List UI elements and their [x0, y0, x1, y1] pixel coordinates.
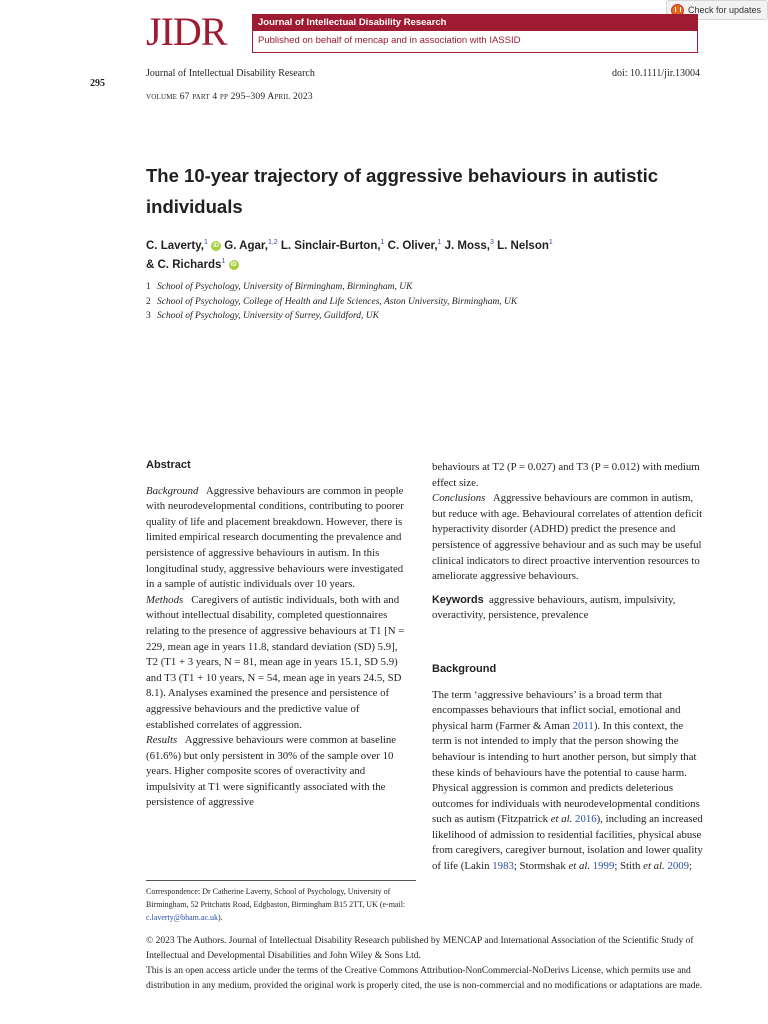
author-name: C. Oliver,: [387, 239, 438, 252]
et-al: et al.: [643, 860, 665, 873]
correspondence-end: ).: [218, 913, 223, 922]
abstract-heading: Abstract: [146, 459, 191, 471]
abstract-results: [146, 733, 410, 811]
abstract-methods: [146, 593, 410, 733]
ref-link[interactable]: 2011: [572, 719, 594, 732]
article-title: The 10-year trajectory of aggressive behaviours in autistic individuals: [146, 165, 659, 217]
results-continued: behaviours at T2 (P = 0.027) and T3 (P = 0.012) with medium effect size.: [432, 461, 700, 489]
volume-line: [146, 92, 313, 102]
license-footer: [146, 934, 706, 994]
author-name: J. Moss,: [444, 239, 491, 252]
bg-text-e: ; Stith: [614, 860, 644, 873]
et-al: et al.: [550, 813, 573, 826]
author-affiliation-marker: 1: [548, 239, 553, 246]
check-updates-label: Check for updates: [687, 5, 761, 15]
email-link[interactable]: c.laverty@bham.ac.uk: [146, 913, 219, 922]
volume-text: volume 67 part 4 pp 295–309 April 2023: [146, 92, 313, 102]
background-heading: Background: [432, 662, 497, 675]
methods-label: Methods: [146, 593, 184, 606]
affiliation-text: School of Psychology, University of Birmingham, Birmingham, UK: [157, 282, 413, 292]
conclusions-text: Aggressive behaviours are common in autism, but reduce with age. Behavioural correlates of attention deficit hyperactivity disorder (ADHD) predict the presence and persistence of aggressive behaviour and as such may be useful clinical indicators to direct proactive intervention resources to ameliorate aggressive behaviours.: [432, 492, 703, 583]
keywords-text: aggressive behaviours, autism, impulsivity, overactivity, persistence, prevalence: [432, 593, 676, 622]
author: [497, 240, 553, 252]
ref-link[interactable]: 1983: [492, 860, 514, 873]
abstract-right-column: [432, 460, 704, 875]
author-affiliation-marker: 1: [437, 239, 442, 246]
author-name: C. Laverty,: [146, 239, 204, 252]
author-name: L. Nelson: [497, 239, 549, 252]
affiliation: [146, 280, 517, 295]
author-affiliation-marker: 1: [203, 239, 208, 246]
abstract-left-column: [146, 458, 410, 811]
author: [146, 240, 221, 252]
publisher-line: Published on behalf of mencap and in association with IASSID: [258, 35, 521, 46]
page-number: 295: [90, 78, 105, 89]
keywords-label: Keywords: [432, 593, 484, 606]
author: [224, 240, 277, 252]
affiliation: [146, 295, 517, 310]
author: [445, 240, 494, 252]
author: [146, 259, 239, 271]
author-list: [146, 235, 666, 273]
affiliation-number: 2: [146, 296, 151, 307]
affiliation-text: School of Psychology, College of Health and Life Sciences, Aston University, Birmingham, UK: [157, 296, 518, 307]
correspondence-text: Correspondence: Dr Catherine Laverty, School of Psychology, University of Birmingham, 52 Pritchatts Road, Edgbaston, Birmingham B15 2TT, UK (e-mail:: [146, 887, 406, 909]
author-name: & C. Richards: [146, 258, 222, 271]
bg-text-c: ), including an increased likelihood of admission to residential facilities, physical abuse from caregivers, caregiver burnout, isolation and lower quality of life (Lakin: [432, 813, 703, 873]
bg-text-f: ;: [689, 860, 693, 873]
correspondence-note: [146, 880, 416, 924]
author-name: L. Sinclair-Burton,: [280, 239, 381, 252]
doi[interactable]: doi: 10.1111/jir.13004: [611, 68, 700, 79]
license-text: This is an open access article under the terms of the Creative Commons Attribution-NonCommercial-NoDerivs License, which permits use and distribution in any medium, provided the original work is properly cited, the use is non-commercial and no modifications or adaptations are made.: [146, 966, 703, 991]
orcid-icon[interactable]: iD: [230, 261, 237, 268]
ref-link[interactable]: 1999: [592, 860, 615, 873]
journal-name: Journal of Intellectual Disability Research: [253, 15, 697, 31]
et-al: et al.: [568, 860, 591, 873]
author-affiliation-marker: 3: [490, 239, 494, 246]
author: [388, 240, 442, 252]
results-label: Results: [146, 734, 178, 747]
author-affiliation-marker: 1: [380, 239, 385, 246]
affiliations: [146, 280, 517, 324]
bg-text-a: The term ‘aggressive behaviours’ is a broad term that encompasses behaviours that inflict social, emotional and physical harm (Farmer & Aman: [432, 688, 681, 732]
affiliation-number: 1: [146, 282, 151, 292]
author: [281, 240, 385, 252]
abstract-conclusions: [432, 491, 704, 585]
affiliation: [146, 309, 517, 324]
ref-link[interactable]: 2016: [575, 813, 597, 826]
background-label: Background: [146, 484, 199, 497]
ref-link[interactable]: 2009: [667, 860, 690, 873]
journal-banner: [252, 14, 698, 53]
journal-title-line: Journal of Intellectual Disability Research: [146, 68, 315, 79]
journal-logo: JIDR: [146, 9, 227, 54]
copyright-text: © 2023 The Authors. Journal of Intellectual Disability Research published by MENCAP and International Association of the Scientific Study of Intellectual and Developmental Disabilities and John Wiley & Sons Ltd.: [146, 936, 694, 961]
conclusions-label: Conclusions: [432, 492, 486, 505]
keywords: [432, 593, 704, 624]
results-text: Aggressive behaviours were common at baseline (61.6%) but only persistent in 30% of the sample over 10 years. Higher composite scores of overactivity and impulsivity at T1 were significantly associated with the persistence of aggressive: [146, 734, 397, 809]
bg-text-d: ; Stormshak: [513, 860, 569, 873]
bg-text-b: ). In this context, the term is not intended to imply that the person showing the behaviour is intending to hurt another person, but simply that these kinds of behaviours have the potential to cause harm. Physical aggression is common and predicts deleterious outcomes for individuals with neurodevelopmental conditions such as autism (Fitzpatrick: [432, 719, 700, 826]
orcid-icon[interactable]: iD: [213, 242, 220, 249]
author-affiliation-marker: 1,2: [267, 239, 278, 246]
background-body: [432, 688, 704, 875]
affiliation-text: School of Psychology, University of Surrey, Guildford, UK: [157, 311, 379, 321]
affiliation-number: 3: [146, 311, 151, 321]
author-affiliation-marker: 1: [221, 257, 226, 265]
author-name: G. Agar,: [224, 239, 268, 252]
background-text: Aggressive behaviours are common in people with neurodevelopmental conditions, contributing to poorer quality of life and placement breakdown. However, there is limited empirical research documenting the prevalence and persistence of aggressive behaviours in autism. In this longitudinal study, aggressive behaviours were investigated in a sample of autistic individuals over 10 years.: [146, 484, 404, 591]
abstract-background: [146, 484, 410, 593]
methods-text: Caregivers of autistic individuals, both with and without intellectual disability, completed questionnaires relating to the presence of aggressive behaviours at T1 [N = 229, mean age in years 11.8, standard deviation (SD) 5.9], T2 (T1 + 3 years, N = 81, mean age in years 15.1, SD 5.9) and T3 (T1 + 10 years, N = 54, mean age in years 24.5, SD 8.1). Analyses examined the presence and persistence of aggressive behaviours and the predictive value of established correlates of aggression.: [146, 593, 405, 731]
